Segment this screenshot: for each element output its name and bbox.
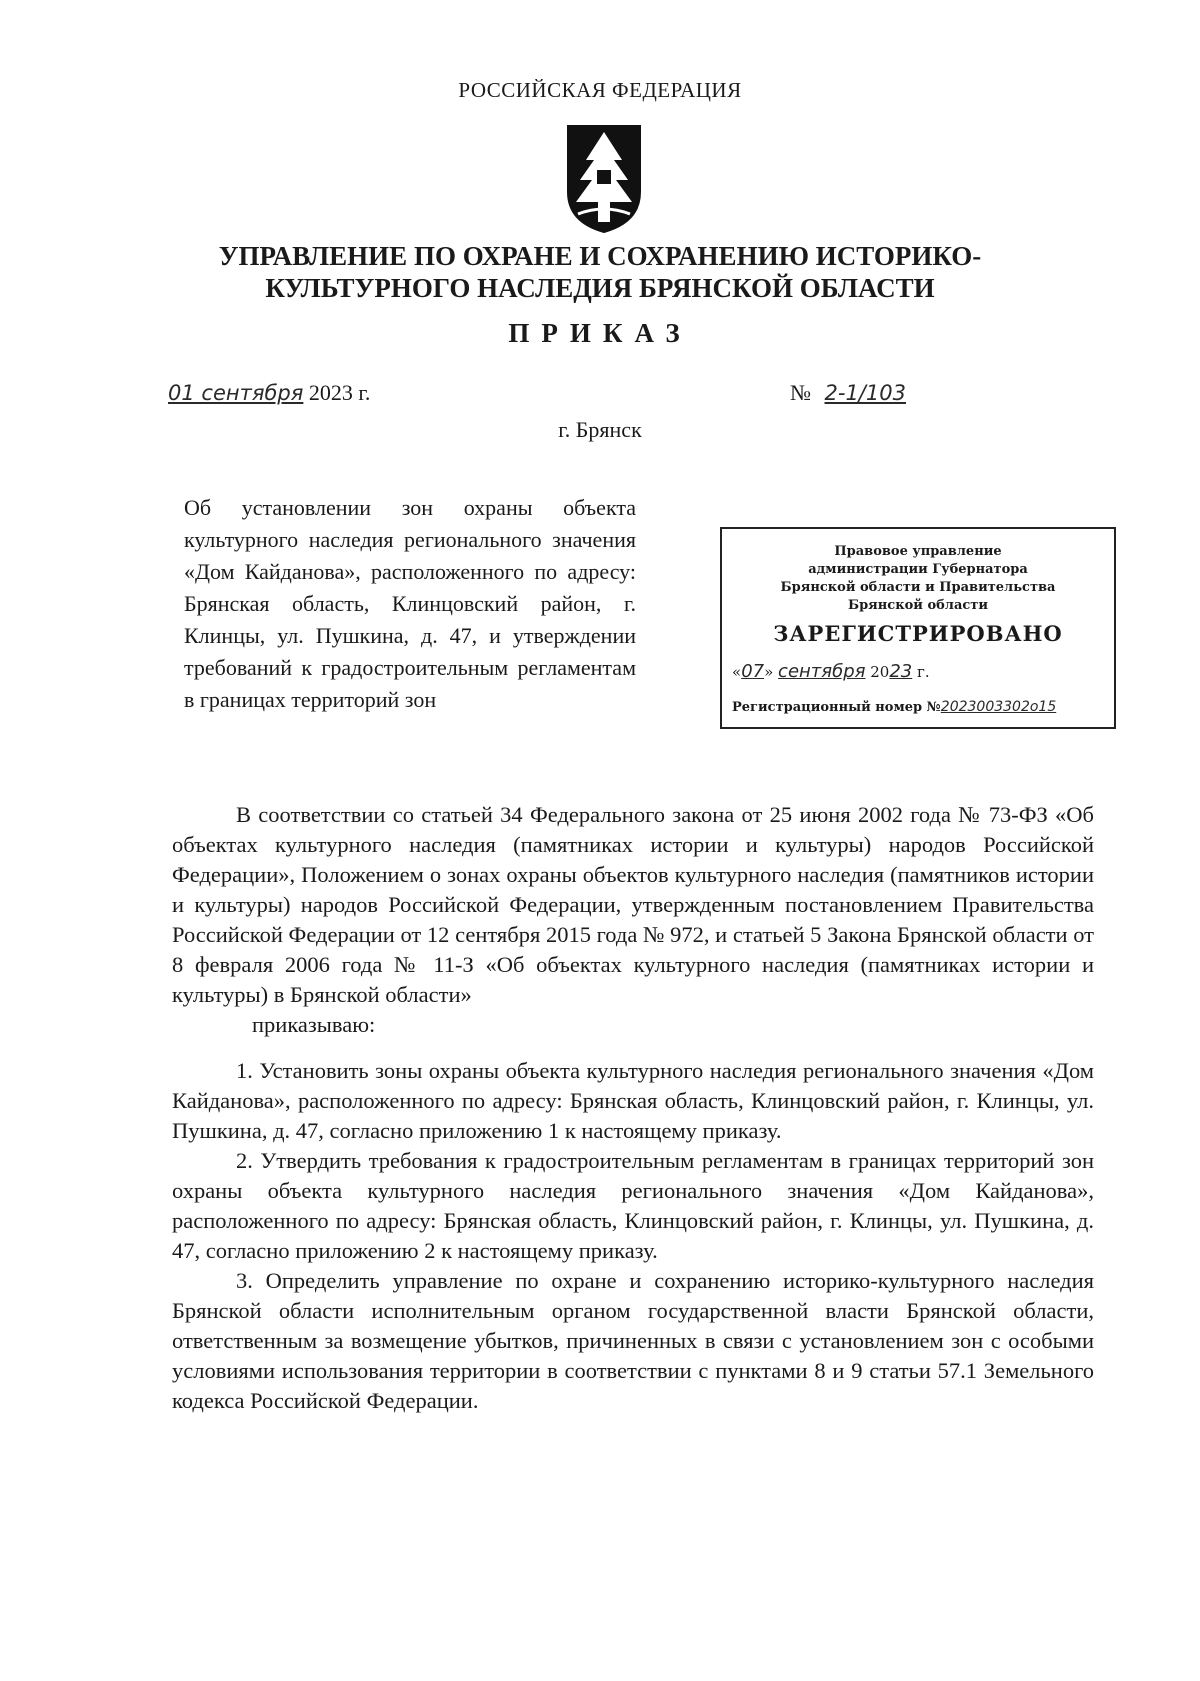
order-word: приказываю: [252,1012,376,1037]
stamp-line: Правовое управление [834,544,1002,559]
handwritten-date: 01 сентября [168,381,304,405]
stamp-year-prefix: 20 [870,663,890,681]
stamp-year-suffix: 23 [889,661,913,682]
stamp-line: Брянской области и Правительства [780,580,1056,595]
handwritten-number: 2-1/103 [824,381,906,405]
city: г. Брянск [558,417,642,442]
registration-stamp [720,527,1116,729]
preamble-paragraph: В соответствии со статьей 34 Федерального закона от 25 июня 2002 года № 73-ФЗ «Об объектах культурного наследия (памятниках истории и культуры) народов Российской Федерации», Положением о зонах охраны объектов культурного наследия (памятников истории и культуры) народов Российской Федерации, утвержденным постановлением Правительства Российской Федерации от 12 сентября 2015 года № 972, и статьей 5 Закона Брянской области от 8 февраля 2006 года № 11-З «Об объектах культурного наследия (памятниках истории и культуры) в Брянской области» [172,802,1094,1007]
country-heading: РОССИЙСКАЯ ФЕДЕРАЦИЯ [458,78,742,102]
stamp-year-unit: г. [917,663,930,681]
stamp-line: Брянской области [847,598,988,613]
order-item-2: 2. Утвердить требования к градостроительным регламентам в границах территорий зон охраны объекта культурного наследия регионального значения «Дом Кайданова», расположенного по адресу: Брянская область, Клинцовский район, г. Клинцы, ул. Пушкина, д. 47, согласно приложению 2 к настоящему приказу. [172,1148,1094,1263]
order-number [790,380,975,406]
stamp-line: администрации Губернатора [808,562,1028,577]
document-type: ПРИКАЗ [508,318,692,348]
stamp-regnum-label: Регистрационный номер № [732,700,941,715]
stamp-day: 07 [741,661,765,682]
order-subject [184,492,636,716]
organization-title-line2: КУЛЬТУРНОГО НАСЛЕДИЯ БРЯНСКОЙ ОБЛАСТИ [265,273,935,303]
stamp-month: сентября [778,661,866,682]
stamp-registration-number [732,699,1112,715]
order-item-1: 1. Установить зоны охраны объекта культурного наследия регионального значения «Дом Кайданова», расположенного по адресу: Брянская область, Клинцовский район, г. Клинцы, ул. Пушкина, д. 47, согласно приложению 1 к настоящему приказу. [172,1058,1094,1143]
stamp-authority [722,543,1114,615]
stamp-regnum: 2023003302o15 [940,699,1057,715]
order-item-3: 3. Определить управление по охране и сохранению историко-культурного наследия Брянской области исполнительным органом государственной власти Брянской области, ответственным за возмещение убытков, причиненных в связи с установлением зон с особыми условиями использования территории в соответствии с пунктами 8 и 9 статьи 57.1 Земельного кодекса Российской Федерации. [172,1268,1094,1413]
subject-text: Об установлении зон охраны объекта культурного наследия регионального значения «Дом Кайданова», расположенного по адресу: Брянская область, Клинцовский район, г. Клинцы, ул. Пушкина, д. 47, и утверждении требований к градостроительным регламентам в границах территорий зон [184,495,636,712]
coat-of-arms-icon [564,122,644,234]
organization-title [150,240,1050,304]
stamp-date: «07» сентября 2023 г. [732,661,930,682]
order-body [172,800,1094,1416]
number-label: № [790,380,811,405]
organization-title-line1: УПРАВЛЕНИЕ ПО ОХРАНЕ И СОХРАНЕНИЮ ИСТОРИКО- [218,241,982,271]
stamp-registered: ЗАРЕГИСТРИРОВАНО [773,621,1063,646]
order-year: 2023 г. [308,380,371,405]
order-date [168,380,370,406]
